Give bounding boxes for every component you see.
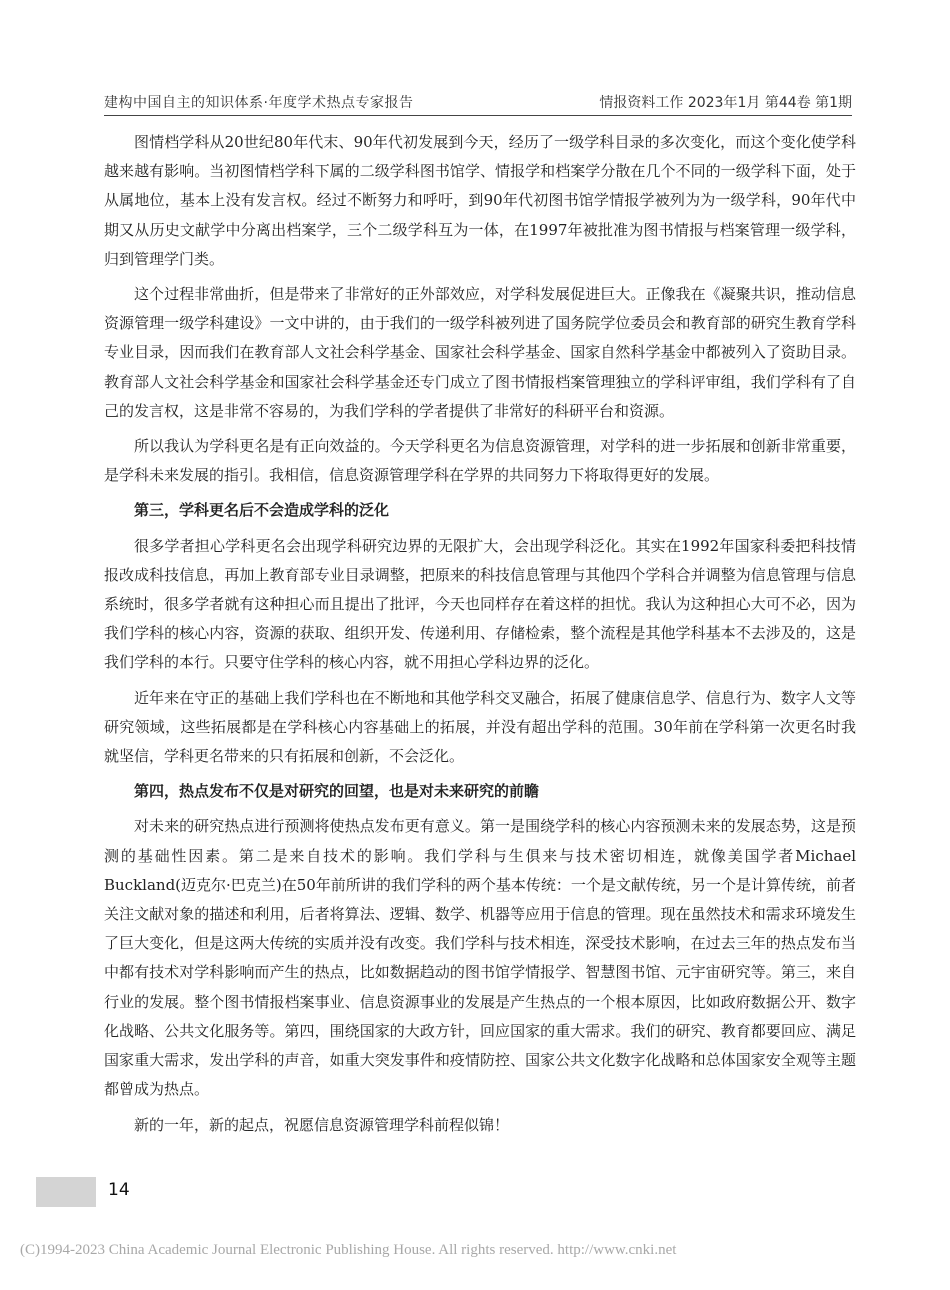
paragraph: 这个过程非常曲折，但是带来了非常好的正外部效应，对学科发展促进巨大。正像我在《凝聚共识，推动信息资源管理一级学科建设》一文中讲的，由于我们的一级学科被列进了国务院学位委员会和教育部的研究生教育学科专业目录，因而我们在教育部人文社会科学基金、国家社会科学基金、国家自然科学基金中都被列入了资助目录。教育部人文社会科学基金和国家社会科学基金还专门成立了图书情报档案管理独立的学科评审组，我们学科有了自己的发言权，这是非常不容易的，为我们学科的学者提供了非常好的科研平台和资源。 [104, 285, 856, 420]
header-divider [104, 115, 852, 116]
article-body [104, 128, 856, 1146]
copyright-footer: (C)1994-2023 China Academic Journal Electronic Publishing House. All rights reserved. http://www.cnki.net [20, 1242, 677, 1258]
paragraph: 新的一年，新的起点，祝愿信息资源管理学科前程似锦！ [134, 1115, 510, 1134]
paragraph: 图情档学科从20世纪80年代末、90年代初发展到今天，经历了一级学科目录的多次变化，而这个变化使学科越来越有影响。当初图情档学科下属的二级学科图书馆学、情报学和档案学分散在几个不同的一级学科下面，处于从属地位，基本上没有发言权。经过不断努力和呼吁，到90年代初图书馆学情报学被列为为一级学科，90年代中期又从历史文献学中分离出档案学，三个二级学科互为一体，在1997年被批准为图书情报与档案管理一级学科，归到管理学门类。 [104, 133, 856, 268]
running-header [104, 88, 852, 112]
paragraph: 很多学者担心学科更名会出现学科研究边界的无限扩大，会出现学科泛化。其实在1992年国家科委把科技情报改成科技信息，再加上教育部专业目录调整，把原来的科技信息管理与其他四个学科合并调整为信息管理与信息系统时，很多学者就有这种担心而且提出了批评，今天也同样存在着这样的担忧。我认为这种担心大可不必，因为我们学科的核心内容，资源的获取、组织开发、传递利用、存储检索，整个流程是其他学科基本不去涉及的，这是我们学科的本行。只要守住学科的核心内容，就不用担心学科边界的泛化。 [104, 536, 856, 672]
header-journal-info: 情报资料工作 2023年1月 第44卷 第1期 [599, 95, 852, 111]
paragraph: 对未来的研究热点进行预测将使热点发布更有意义。第一是围绕学科的核心内容预测未来的发展态势，这是预测的基础性因素。第二是来自技术的影响。我们学科与生俱来与技术密切相连，就像美国学者Michael Buckland(迈克尔·巴克兰)在50年前所讲的我们学科的两个基本传统：一个是文献传统，另一个是计算传统，前者关注文献对象的描述和利用，后者将算法、逻辑、数学、机器等应用于信息的管理。现在虽然技术和需求环境发生了巨大变化，但是这两大传统的实质并没有改变。我们学科与技术相连，深受技术影响，在过去三年的热点发布当中都有技术对学科影响而产生的热点，比如数据趋动的图书馆学情报学、智慧图书馆、元宇宙研究等。第三，来自行业的发展。整个图书情报档案事业、信息资源事业的发展是产生热点的一个根本原因，比如政府数据公开、数字化战略、公共文化服务等。第四，围绕国家的大政方针，回应国家的重大需求。我们的研究、教育都要回应、满足国家重大需求，发出学科的声音，如重大突发事件和疫情防控、国家公共文化数字化战略和总体国家安全观等主题都曾成为热点。 [104, 817, 856, 1099]
paragraph: 近年来在守正的基础上我们学科也在不断地和其他学科交叉融合，拓展了健康信息学、信息行为、数字人文等研究领域，这些拓展都是在学科核心内容基础上的拓展，并没有超出学科的范围。30年前在学科第一次更名时我就坚信，学科更名带来的只有拓展和创新，不会泛化。 [104, 688, 856, 766]
page-number: 14 [108, 1180, 130, 1200]
page-number-tab [36, 1177, 96, 1207]
paragraph: 所以我认为学科更名是有正向效益的。今天学科更名为信息资源管理，对学科的进一步拓展和创新非常重要，是学科未来发展的指引。我相信，信息资源管理学科在学界的共同努力下将取得更好的发展。 [104, 437, 856, 485]
section-heading: 第三，学科更名后不会造成学科的泛化 [134, 501, 390, 520]
section-heading: 第四，热点发布不仅是对研究的回望，也是对未来研究的前瞻 [134, 782, 540, 801]
header-series-title: 建构中国自主的知识体系·年度学术热点专家报告 [104, 95, 414, 111]
